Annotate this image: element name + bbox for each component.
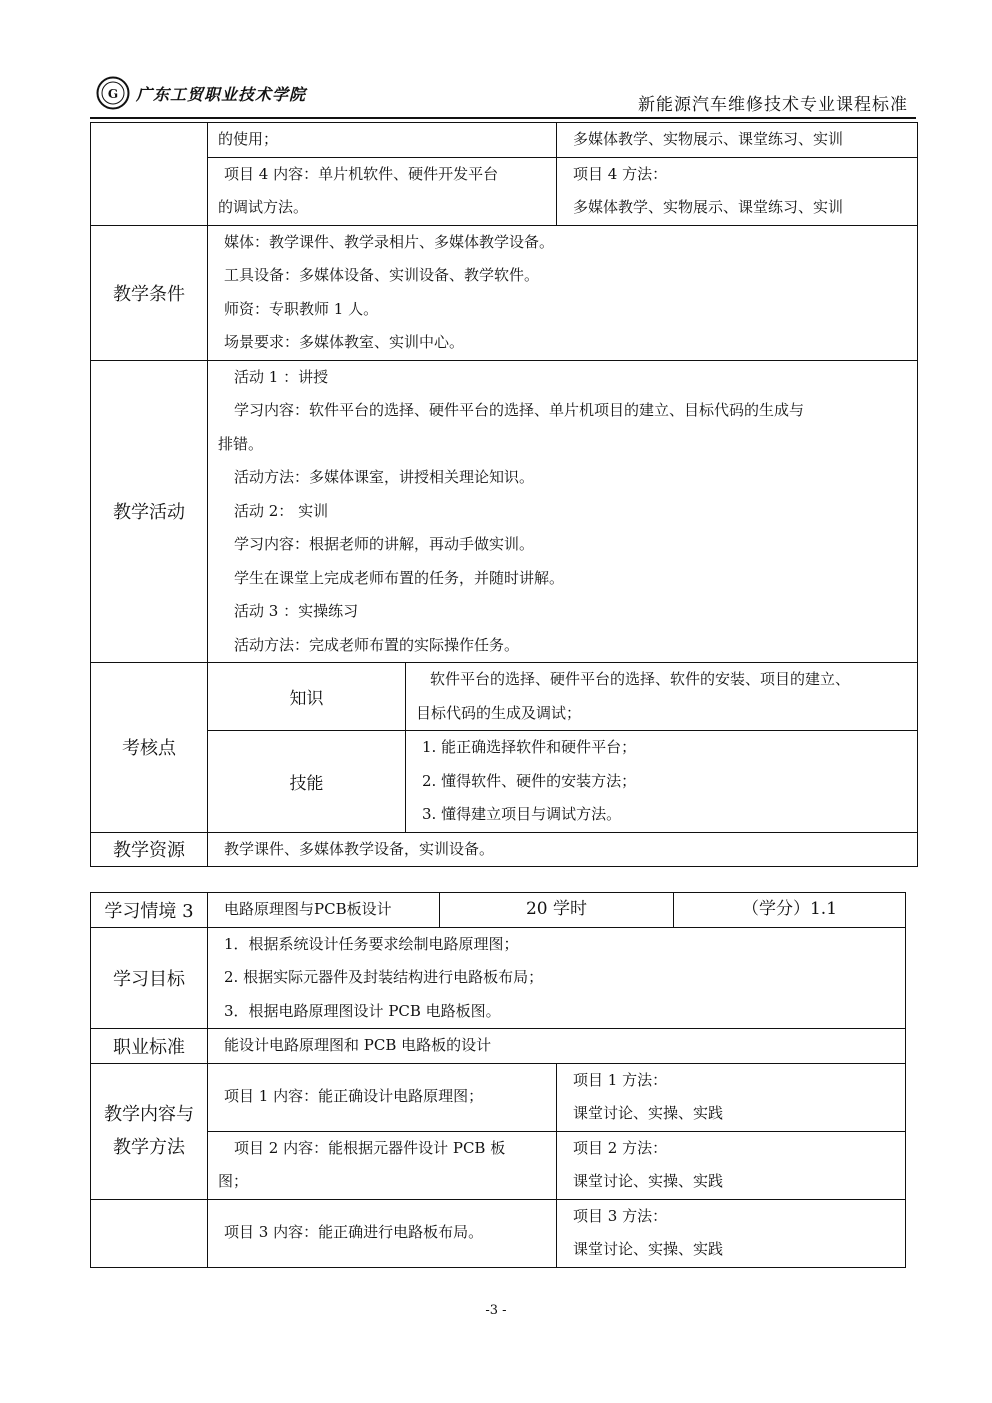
assessment-label: 考核点 — [91, 663, 208, 833]
method-method-cell: 项目 3 方法： 课堂讨论、实操、实践 — [557, 1199, 906, 1267]
page-number: -3 - — [485, 1303, 507, 1318]
standard-label: 职业标准 — [91, 1029, 208, 1064]
method-content-cell: 项目 2 内容：能根据元器件设计 PCB 板 图； — [208, 1131, 557, 1199]
conditions-content: 媒体：教学课件、教学录相片、多媒体教学设备。 工具设备：多媒体设备、实训设备、教学软件。 师资：专职教师 1 人。 场景要求：多媒体教室、实训中心。 — [208, 225, 918, 360]
method-content-cell: 项目 1 内容：能正确设计电路原理图； — [208, 1063, 557, 1131]
table-row — [91, 225, 918, 360]
table-row — [91, 360, 918, 663]
svg-text:G: G — [107, 87, 119, 101]
standard-content: 能设计电路原理图和 PCB 电路板的设计 — [208, 1029, 906, 1064]
method-method-cell: 多媒体教学、实物展示、课堂练习、实训 — [557, 123, 918, 158]
knowledge-label: 知识 — [208, 663, 406, 731]
table-row — [91, 927, 906, 1029]
knowledge-content: 软件平台的选择、硬件平台的选择、软件的安装、项目的建立、 目标代码的生成及调试； — [406, 663, 918, 731]
table-row — [91, 123, 918, 158]
methods-label-cell — [91, 123, 208, 226]
resources-content: 教学课件、多媒体教学设备，实训设备。 — [208, 832, 918, 867]
method-method-cell: 项目 1 方法： 课堂讨论、实操、实践 — [557, 1063, 906, 1131]
activities-content: 活动 1 ：讲授 学习内容：软件平台的选择、硬件平台的选择、单片机项目的建立、目标代码的生成与 排错。 活动方法：多媒体课室，讲授相关理论知识。 活动 2： 实训 学习内容：根据老师的讲解，再动手做实训。 学生在课堂上完成老师布置的任务，并随时讲解。 活动 3 ：实操练习 活动方法：完成老师布置的实际操作任务。 — [208, 360, 918, 663]
school-logo-icon — [96, 76, 130, 110]
resources-label: 教学资源 — [91, 832, 208, 867]
table-row — [91, 893, 906, 928]
skill-label: 技能 — [208, 731, 406, 833]
table-row — [91, 157, 918, 225]
methods-label-cell — [91, 1199, 208, 1267]
method-method-cell: 项目 4 方法： 多媒体教学、实物展示、课堂练习、实训 — [557, 157, 918, 225]
page-header — [90, 70, 916, 118]
method-content-cell: 项目 3 内容：能正确进行电路板布局。 — [208, 1199, 557, 1267]
hours: 20 学时 — [440, 893, 674, 928]
goals-label: 学习目标 — [91, 927, 208, 1029]
table-row — [91, 663, 918, 731]
credits: （学分）1.1 — [674, 893, 906, 928]
methods-label: 教学内容与 教学方法 — [91, 1063, 208, 1199]
table-row — [91, 731, 918, 833]
header-rule — [90, 117, 916, 119]
table-row — [91, 1063, 906, 1131]
skill-content: 1. 能正确选择软件和硬件平台； 2. 懂得软件、硬件的安装方法； 3. 懂得建立项目与调试方法。 — [406, 731, 918, 833]
table-row — [91, 1199, 906, 1267]
learning-situation-3-table — [90, 892, 906, 1268]
method-content-cell: 项目 4 内容：单片机软件、硬件开发平台 的调试方法。 — [208, 157, 557, 225]
activities-label: 教学活动 — [91, 360, 208, 663]
method-method-cell: 项目 2 方法： 课堂讨论、实操、实践 — [557, 1131, 906, 1199]
school-name: 广东工贸职业技术学院 — [136, 85, 307, 104]
table-row — [91, 1131, 906, 1199]
table-row — [91, 832, 918, 867]
document-title: 新能源汽车维修技术专业课程标准 — [638, 95, 908, 115]
conditions-label: 教学条件 — [91, 225, 208, 360]
course-table-continued — [90, 122, 918, 867]
situation-title: 电路原理图与PCB板设计 — [208, 893, 440, 928]
table-row — [91, 1029, 906, 1064]
situation-label: 学习情境 3 — [91, 893, 208, 928]
goals-content: 1．根据系统设计任务要求绘制电路原理图； 2. 根据实际元器件及封装结构进行电路板布局； 3．根据电路原理图设计 PCB 电路板图。 — [208, 927, 906, 1029]
method-content-cell: 的使用； — [208, 123, 557, 158]
